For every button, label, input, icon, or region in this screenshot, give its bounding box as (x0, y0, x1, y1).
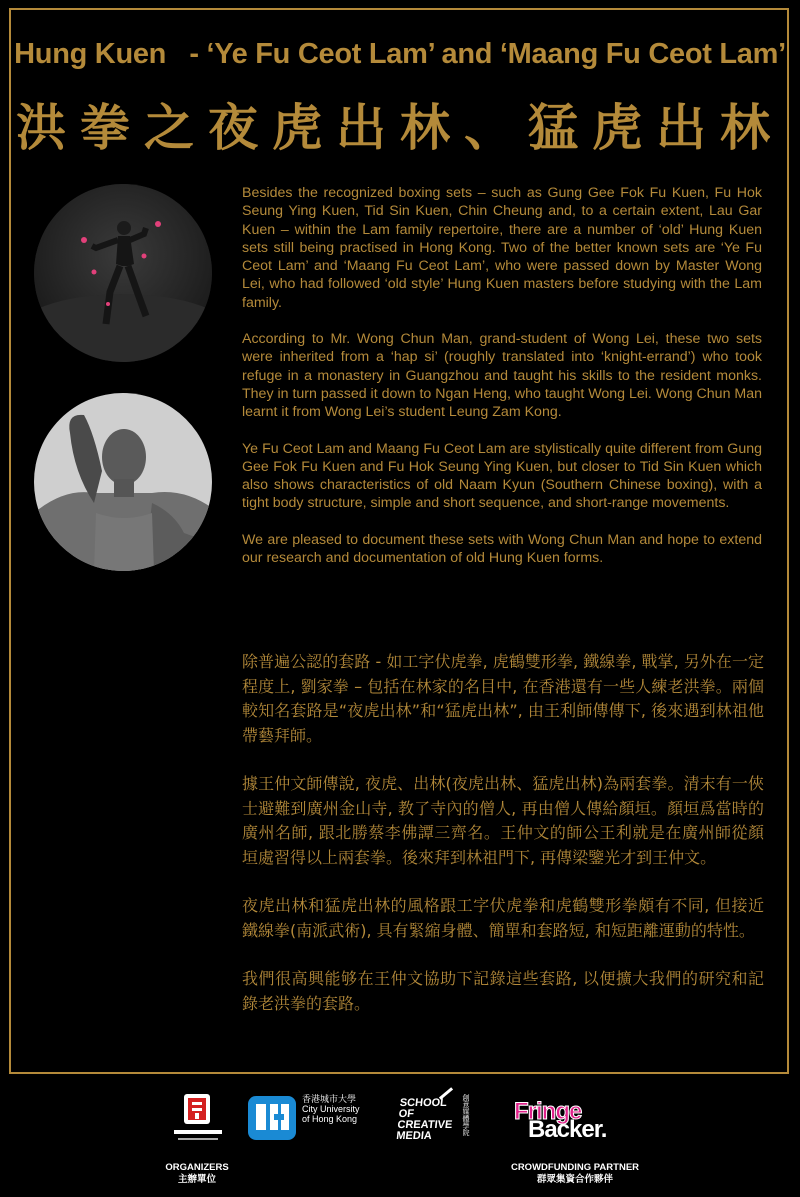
chinese-paragraph-1: 除普遍公認的套路 - 如工字伏虎拳, 虎鶴雙形拳, 鐵線拳, 戰掌, 另外在一定程度上, 劉家拳 – 包括在林家的名目中, 在香港還有一些人練老洪拳。兩個較知名套路是“夜虎出林”和“猛虎出林”, 由王利師傳傳下, 後來遇到林祖他帶藝拜師。 (242, 652, 764, 745)
organizer-seal-logo (168, 1092, 228, 1154)
english-paragraph-1: Besides the recognized boxing sets – such as Gung Gee Fok Fu Kuen, Fu Hok Seung Ying Kuen, Tid Sin Kuen, Chin Cheung and, to a certain extent, Lau Gar Kuen – within the Lam family repertoire, there are a number of ‘old’ Hung Kuen sets still being practised in Hong Kong. Two of the better known sets are ‘Ye Fu Ceot Lam’ and ‘Maang Fu Ceot Lam’, who were passed down by Master Wong Lei, who had followed ‘old style’ Hung Kuen masters before studying with the Lam family. (242, 185, 762, 311)
cityu-name-line2: of Hong Kong (302, 1114, 358, 1124)
master-portrait-image (34, 393, 212, 571)
crowdfunding-label-zh: 群眾集資合作夥伴 (536, 1174, 613, 1185)
cityu-name-line1: City University (302, 1104, 360, 1114)
cityu-emblem-icon (246, 1094, 298, 1142)
scm-line4: MEDIA (395, 1130, 433, 1142)
master-portrait-photo (34, 393, 212, 571)
cityu-name-zh: 香港城市大學 (302, 1094, 357, 1104)
crowdfunding-label-en: CROWDFUNDING PARTNER (510, 1162, 640, 1173)
organizers-label-zh: 主辦單位 (177, 1174, 216, 1185)
cityu-logo (246, 1094, 376, 1142)
footer-logos (0, 1090, 800, 1197)
english-paragraph-2: According to Mr. Wong Chun Man, grand-student of Wong Lei, these two sets were inherited from a ‘hap si’ (roughly translated into ‘knight-errand’) who took refuge in a monastery in Guangzhou and taught his skills to the resident monks. They in turn passed it down to Ngan Heng, who taught Wong Lei. Wong Chun Man learnt it from Wong Lei’s student Leung Zam Kong. (242, 331, 762, 421)
fringe-backer-logo (514, 1100, 644, 1156)
chinese-paragraph-3: 夜虎出林和猛虎出林的風格跟工字伏虎拳和虎鶴雙形拳頗有不同, 但接近鐵線拳(南派武術), 具有緊縮身體、簡單和套路短, 和短距離運動的特性。 (242, 896, 764, 940)
organizers-label (142, 1162, 252, 1186)
scm-line3: CREATIVE (396, 1119, 453, 1131)
title-english: Hung Kuen - ‘Ye Fu Ceot Lam’ and ‘Maang Fu Ceot Lam’ (14, 38, 786, 70)
english-paragraph-3: Ye Fu Ceot Lam and Maang Fu Ceot Lam are stylistically quite different from Gung Gee Fok Fu Kuen and Fu Hok Seung Ying Kuen, but closer to Tid Sin Kuen which also shows characteristics of old Naam Kyun (Southern Chinese boxing), with a tight body structure, simple and short sequence, and short-range movements. (242, 440, 762, 512)
motion-capture-photo (34, 184, 212, 362)
fringe-word: Fringe (514, 1098, 582, 1125)
backer-word: Backer. (528, 1116, 607, 1143)
scm-name-zh: 創意媒體學院 (462, 1094, 470, 1136)
scm-line2: OF (398, 1108, 415, 1120)
chinese-paragraph-2: 據王仲文師傳說, 夜虎、出林(夜虎出林、猛虎出林)為兩套拳。清末有一俠士避難到廣州金山寺, 教了寺內的僧人, 再由僧人傳給顏垣。顏垣爲當時的廣州名師, 跟北勝蔡李佛譚三齊名。王仲文的師公王利就是在廣州師從顏垣處習得以上兩套拳。後來拜到林祖門下, 再傳梁鑒光才到王仲文。 (242, 774, 764, 867)
scm-line1: SCHOOL (399, 1097, 448, 1109)
english-paragraph-4: We are pleased to document these sets with Wong Chun Man and hope to extend our research and documentation of old Hung Kuen forms. (242, 531, 762, 567)
organizers-label-en: ORGANIZERS (165, 1162, 229, 1173)
scm-logo (395, 1092, 476, 1154)
chinese-paragraph-4: 我們很高興能够在王仲文協助下記錄這些套路, 以便擴大我們的研究和記錄老洪拳的套路。 (242, 969, 764, 1013)
chinese-body-text (242, 650, 764, 1040)
motion-capture-image (34, 184, 212, 362)
english-body-text (242, 184, 762, 585)
crowdfunding-label (500, 1162, 650, 1186)
title-chinese: 洪拳之夜虎出林、猛虎出林 (16, 98, 784, 157)
